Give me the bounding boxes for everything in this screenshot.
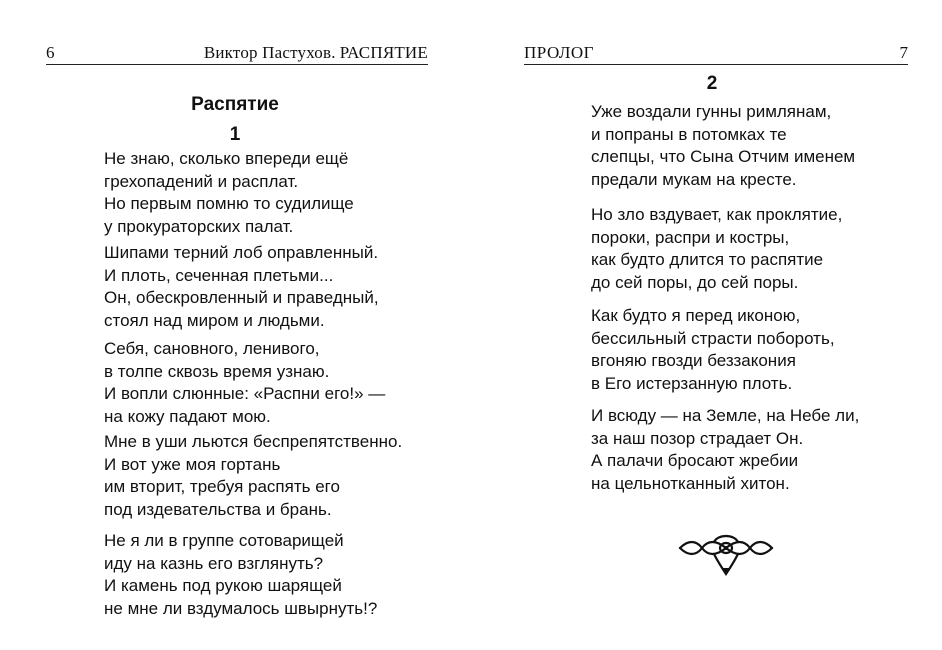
- poem-title: Распятие: [191, 94, 279, 115]
- verse-line: Как будто я перед иконою,: [591, 306, 801, 325]
- verse-line: Но первым помню то судилище: [104, 194, 354, 213]
- verse-line: И камень под рукою шарящей: [104, 576, 342, 595]
- stanza-right-4: [591, 405, 859, 495]
- verse-line: И плоть, сеченная плетьми...: [104, 265, 334, 285]
- verse-line: на цельнотканный хитон.: [591, 473, 790, 493]
- verse-line: И вопли слюнные: «Распни его!» —: [104, 384, 386, 403]
- running-head: [204, 42, 428, 64]
- celtic-knot-ornament-icon: [678, 528, 774, 576]
- verse-line: на кожу падают мою.: [104, 406, 271, 426]
- verse-line: Он, обескровленный и праведный,: [104, 288, 379, 307]
- verse-line: И вот уже моя гортань: [104, 454, 281, 474]
- verse-line: Себя, сановного, ленивого,: [104, 339, 320, 358]
- stanza-left-4: [104, 431, 402, 521]
- verse-line: бессильный страсти побороть,: [591, 328, 835, 348]
- section-title: ПРОЛОГ: [524, 43, 595, 62]
- part-number-1: 1: [229, 124, 241, 145]
- verse-line: им вторит, требуя распять его: [104, 477, 340, 496]
- verse-line: Мне в уши льются беспрепятственно.: [104, 432, 403, 451]
- verse-line: А палачи бросают жребии: [591, 451, 799, 470]
- verse-line: Не знаю, сколько впереди ещё: [104, 149, 349, 168]
- verse-line: иду на казнь его взглянуть?: [104, 553, 324, 573]
- verse-line: как будто длится то распятие: [591, 250, 824, 269]
- verse-line: Не я ли в группе сотоварищей: [104, 531, 344, 550]
- verse-line: до сей поры, до сей поры.: [591, 272, 799, 292]
- verse-line: грехопадений и расплат.: [104, 171, 299, 191]
- stanza-left-5: [104, 530, 377, 620]
- stanza-right-1: [591, 101, 855, 191]
- running-head-title: РАСПЯТИЕ: [339, 43, 428, 62]
- verse-line: в толпе сквозь время узнаю.: [104, 361, 330, 381]
- right-running-header: [524, 42, 908, 65]
- stanza-right-2: [591, 204, 842, 294]
- right-page: [472, 0, 942, 650]
- verse-line: слепцы, что Сына Отчим именем: [591, 147, 856, 166]
- verse-line: Но зло вздувает, как проклятие,: [591, 205, 843, 224]
- stanza-left-3: [104, 338, 385, 428]
- stanza-right-3: [591, 305, 835, 395]
- verse-line: пороки, распри и костры,: [591, 227, 790, 247]
- verse-line: не мне ли вздумалось швырнуть!?: [104, 598, 378, 618]
- verse-line: под издевательства и брань.: [104, 499, 332, 519]
- verse-line: и попраны в потомках те: [591, 124, 787, 144]
- stanza-left-1: [104, 148, 354, 238]
- verse-line: у прокураторских палат.: [104, 216, 294, 236]
- verse-line: вгоняю гвозди беззакония: [591, 351, 796, 370]
- verse-line: предали мукам на кресте.: [591, 169, 797, 189]
- verse-line: Уже воздали гунны римлянам,: [591, 102, 832, 121]
- right-page-number: 7: [899, 43, 908, 62]
- part-number-2: 2: [706, 73, 718, 94]
- left-page: [0, 0, 470, 650]
- left-running-header: [46, 42, 428, 65]
- verse-line: в Его истерзанную плоть.: [591, 373, 793, 393]
- verse-line: И всюду — на Земле, на Небе ли,: [591, 406, 860, 425]
- verse-line: за наш позор страдает Он.: [591, 428, 804, 448]
- stanza-left-2: [104, 242, 379, 332]
- left-page-number: 6: [46, 43, 55, 62]
- verse-line: Шипами терний лоб оправленный.: [104, 243, 379, 262]
- verse-line: стоял над миром и людьми.: [104, 310, 325, 330]
- running-head-author: Виктор Пастухов.: [203, 43, 336, 62]
